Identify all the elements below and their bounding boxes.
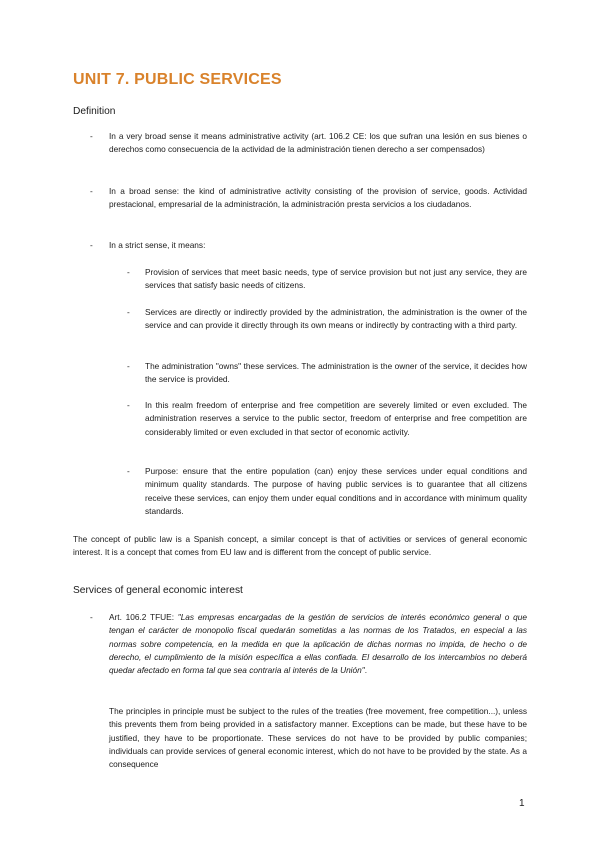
strict-item-purpose: Purpose: ensure that the entire population (can) enjoy these services under equal conditions and minimum quality standards. The purpose of having public services is to guarantee that all citizens receive these services, can enjoy them under equal conditions and in accordance with minimum quality standards.	[145, 466, 527, 516]
list-marker: -	[90, 612, 93, 622]
heading-sgei: Services of general economic interest	[73, 585, 243, 596]
art-quote: "Las empresas encargadas de la gestión de servicios de interés económico general o que tengan el carácter de monopolio fiscal quedarán sometidas a las normas de los Tratados, en especial a las normas sobre competencia, en la medida en que la aplicación de dichas normas no impida, de hecho o de derecho, el cumplimiento de la misión específica a ellas confiada. El desarrollo de los intercambios no deberá quedar afectado en forma tal que sea contraria al interés de la Unión"	[109, 612, 527, 676]
art-106-quote-item	[109, 611, 527, 677]
strict-item-provided: Services are directly or indirectly provided by the administration, the administration is the owner of the service and can provide it directly through its own means or indirectly by contracting with a third party.	[145, 307, 527, 331]
art-reference: Art. 106.2 TFUE:	[109, 612, 178, 622]
concept-paragraph: The concept of public law is a Spanish concept, a similar concept is that of activities or services of general economic interest. It is a concept that comes from EU law and is different from the concept of public service.	[73, 534, 527, 558]
strict-item-freedom: In this realm freedom of enterprise and free competition are severely limited or even excluded. The administration reserves a service to the public sector, freedom of enterprise and free competition are considerably limited or even excluded in that sector of economic activity.	[145, 400, 527, 437]
list-marker: -	[127, 466, 130, 476]
principles-paragraph: The principles in principle must be subject to the rules of the treaties (free movement, free competition...), unless this prevents them from being provided in a satisfactory manner. Exceptions can be made, but these have to be justified, they have to be proportionate. These services do not have to be provided by public companies; individuals can provide services of general economic interest, which do not have to be provided by the state. As a consequence	[109, 706, 527, 770]
page-number: 1	[519, 798, 525, 809]
list-marker: -	[90, 186, 93, 196]
list-marker: -	[90, 240, 93, 250]
definition-item-very-broad: In a very broad sense it means administrative activity (art. 106.2 CE: los que sufran una lesión en sus bienes o derechos como consecuencia de la actividad de la administración tienen derecho a ser compensados)	[109, 131, 527, 155]
heading-definition: Definition	[73, 106, 116, 117]
strict-item-basic-needs: Provision of services that meet basic needs, type of service provision but not just any service, they are services that satisfy basic needs of citizens.	[145, 267, 527, 291]
list-marker: -	[127, 400, 130, 410]
definition-item-broad: In a broad sense: the kind of administrative activity consisting of the provision of service, goods. Actividad prestacional, empresarial de la administración, la administración presta servicios a los ciudadanos.	[109, 186, 527, 210]
page-title: UNIT 7. PUBLIC SERVICES	[73, 71, 282, 88]
art-suffix: .	[364, 665, 368, 676]
list-marker: -	[127, 307, 130, 317]
list-marker: -	[127, 361, 130, 371]
list-marker: -	[127, 267, 130, 277]
strict-item-owns: The administration "owns" these services. The administration is the owner of the service, it decides how the service is provided.	[145, 361, 527, 385]
list-marker: -	[90, 131, 93, 141]
definition-item-strict: In a strict sense, it means:	[109, 240, 206, 250]
